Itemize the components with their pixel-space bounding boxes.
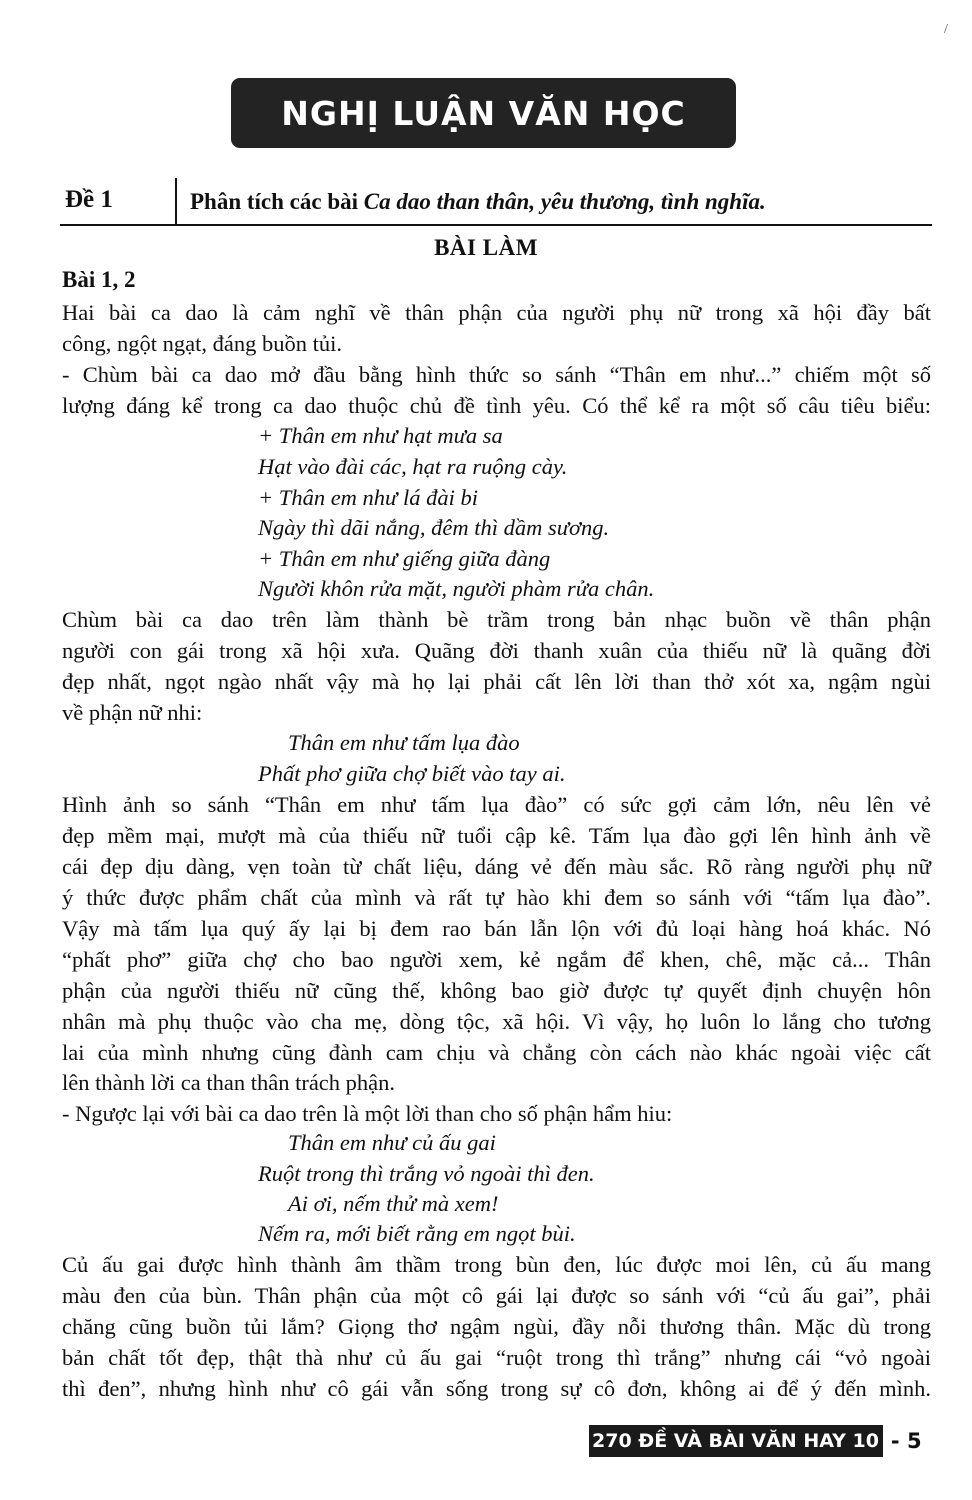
topic-title-italic: Ca dao than thân, yêu thương, tình nghĩa. — [363, 189, 766, 214]
text-line: chăng cũng buồn tủi lắm? Giọng thơ ngậm ngùi, đầy nỗi thương thân. Mặc dù trong — [62, 1314, 931, 1339]
text-line: bản chất tốt đẹp, thật thà như củ ấu gai “ruột trong thì trắng” nhưng cái “vỏ ngoài — [62, 1345, 931, 1370]
verse-line: Ngày thì dãi nắng, đêm thì dầm sương. — [258, 515, 610, 540]
text-line: màu đen của bùn. Thân phận của một cô gái lại được so sánh với “củ ấu gai”, phải — [62, 1283, 931, 1308]
text-line: ý thức được phẩm chất của mình và rất tự hào khi đem so sánh với “tấm lụa đào”. — [62, 885, 931, 910]
topic-divider — [175, 178, 177, 224]
verse-line: + Thân em như hạt mưa sa — [258, 423, 503, 448]
essay-subheading: Bài 1, 2 — [62, 267, 136, 292]
text-line: người con gái trong xã hội xưa. Quãng đời thanh xuân của thiếu nữ là quãng đời — [62, 638, 931, 663]
text-line: Củ ấu gai được hình thành âm thầm trong bùn đen, lúc được moi lên, củ ấu mang — [62, 1252, 931, 1277]
topic-title-plain: Phân tích các bài — [190, 189, 364, 214]
text-line: đẹp mềm mại, mượt mà của thiếu nữ tuổi cập kê. Tấm lụa đào gợi lên hình ảnh về — [62, 823, 931, 848]
verse-line: + Thân em như giếng giữa đàng — [258, 546, 551, 571]
text-line: lượng đáng kể trong ca dao thuộc chủ đề tình yêu. Có thể kể ra một số câu tiêu biểu: — [62, 393, 931, 418]
text-line: công, ngột ngạt, đáng buồn tủi. — [62, 331, 342, 356]
text-line: - Ngược lại với bài ca dao trên là một lời than cho số phận hẩm hiu: — [62, 1101, 673, 1126]
topic-row — [60, 176, 932, 226]
text-line: lên thành lời ca than thân trách phận. — [62, 1070, 396, 1095]
text-line: - Chùm bài ca dao mở đầu bằng hình thức so sánh “Thân em như...” chiếm một số — [62, 362, 931, 387]
page-number: - 5 — [890, 1429, 922, 1453]
section-banner: NGHỊ LUẬN VĂN HỌC — [231, 78, 736, 148]
verse-line: Thân em như củ ấu gai — [288, 1130, 496, 1155]
text-line: Vậy mà tấm lụa quý ấy lại bị đem rao bán lẫn lộn với đủ loại hàng hoá khác. Nó — [62, 916, 931, 941]
verse-line: Phất phơ giữa chợ biết vào tay ai. — [258, 761, 566, 786]
text-line: Hai bài ca dao là cảm nghĩ về thân phận của người phụ nữ trong xã hội đầy bất — [62, 300, 931, 325]
text-line: nhân mà phụ thuộc vào cha mẹ, dòng tộc, xã hội. Vì vậy, họ luôn lo lắng cho tương — [62, 1009, 931, 1034]
verse-line: Ai ơi, nếm thử mà xem! — [288, 1191, 499, 1216]
text-line: Hình ảnh so sánh “Thân em như tấm lụa đào” có sức gợi cảm lớn, nêu lên vẻ — [62, 792, 931, 817]
page-footer — [589, 1425, 922, 1457]
verse-line: Nếm ra, mới biết rằng em ngọt bùi. — [258, 1221, 576, 1246]
text-line: thì đen”, nhưng hình như cô gái vẫn sống trong sự cô đơn, không ai để ý đến mình. — [62, 1376, 931, 1401]
topic-title — [190, 189, 766, 215]
text-line: đẹp nhất, ngọt ngào nhất vậy mà họ lại phải cất lên lời than thở xót xa, ngậm ngùi — [62, 669, 931, 694]
text-line: cái đẹp dịu dàng, vẹn toàn từ chất liệu, dáng vẻ đến màu sắc. Rõ ràng người phụ nữ — [62, 854, 931, 879]
verse-line: Hạt vào đài các, hạt ra ruộng cày. — [258, 454, 568, 479]
text-line: Chùm bài ca dao trên làm thành bè trầm trong bản nhạc buồn về thân phận — [62, 607, 931, 632]
verse-line: Người khôn rửa mặt, người phàm rửa chân. — [258, 576, 655, 601]
essay-heading: BÀI LÀM — [434, 235, 538, 260]
book-title: 270 ĐỀ VÀ BÀI VĂN HAY 10 — [589, 1425, 883, 1457]
verse-line: + Thân em như lá đài bi — [258, 485, 478, 510]
text-line: “phất phơ” giữa chợ cho bao người xem, kẻ ngắm để khen, chê, mặc cả... Thân — [62, 947, 931, 972]
topic-label: Đề 1 — [65, 186, 113, 213]
text-line: về phận nữ nhi: — [62, 700, 203, 725]
text-line: phận của người thiếu nữ cũng thế, không bao giờ được tự quyết định chuyện hôn — [62, 978, 931, 1003]
corner-mark: / — [944, 22, 948, 37]
text-line: lai của mình nhưng cũng đành cam chịu và chẳng còn cách nào khác ngoài việc cất — [62, 1040, 931, 1065]
verse-line: Ruột trong thì trắng vỏ ngoài thì đen. — [258, 1161, 595, 1186]
verse-line: Thân em như tấm lụa đào — [288, 730, 520, 755]
